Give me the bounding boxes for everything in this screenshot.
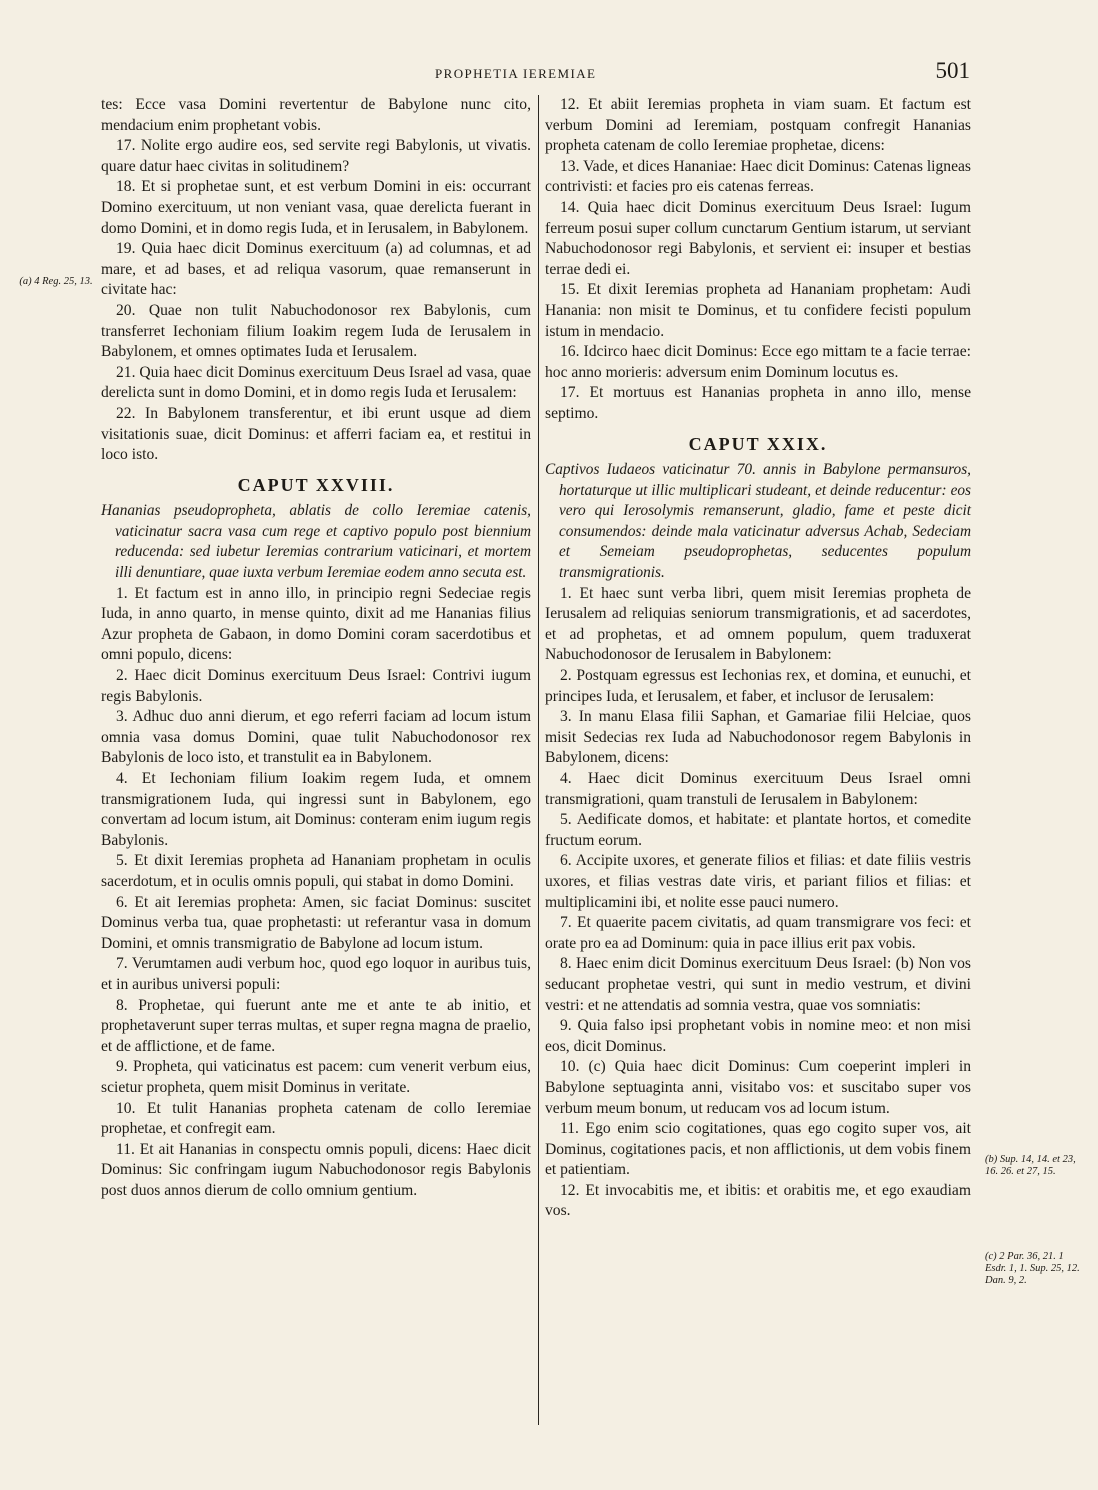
verse: 11. Ego enim scio cogitationes, quas ego cogito super vos, ait Dominus, cogitationes pacis, et non afflictionis, ut dem vobis finem et patientiam. <box>545 1120 971 1179</box>
verse: 10. Et tulit Hananias propheta catenam de collo Ieremiae prophetae, et confregit eam. <box>101 1099 531 1138</box>
verse: 3. Adhuc duo anni dierum, et ego referri faciam ad locum istum omnia vasa domus Domini, quae tulit Nabuchodonosor rex Babylonis de loco isto, et transtulit ea in Babylonem. <box>101 708 531 767</box>
column-divider <box>538 95 539 1425</box>
verse: 11. Et ait Hananias in conspectu omnis populi, dicens: Haec dicit Dominus: Sic confringam iugum Nabuchodonosor regis Babylonis post duos annos dierum de collo omnium gentium. <box>101 1140 531 1199</box>
verse: 2. Postquam egressus est Iechonias rex, et domina, et eunuchi, et principes Iuda, et Ierusalem, et faber, et inclusor de Ierusalem: <box>545 667 971 705</box>
margin-note-a: (a) 4 Reg. 25, 13. <box>19 276 93 287</box>
chapter-summary: Captivos Iudaeos vaticinatur 70. annis in Babylone permansuros, hortaturque ut illic multiplicari studeant, et deinde reducentur: eos vero qui Ierosolymis remanserunt, gladio, fame et peste dicit consumendos: deinde mala vaticinatur adversus Achab, Sedeciam et Semeiam pseudoprophetas, seducentes populum transmigrationis. <box>545 461 971 582</box>
verse: 9. Propheta, qui vaticinatus est pacem: cum venerit verbum eius, scietur propheta, quem misit Dominus in veritate. <box>101 1058 531 1096</box>
verse: 12. Et invocabitis me, et ibitis: et orabitis me, et ego exaudiam vos. <box>545 1181 971 1220</box>
verse: 7. Verumtamen audi verbum hoc, quod ego loquor in auribus tuis, et in auribus universi populi: <box>101 955 531 993</box>
verse: 8. Haec enim dicit Dominus exercituum Deus Israel: (b) Non vos seducant prophetae vestri, qui sunt in medio vestrum, et divini vestri: et ne attendatis ad somnia vestra, quae vos somniatis: <box>545 955 971 1014</box>
running-head <box>110 58 978 88</box>
chapter-summary: Hananias pseudopropheta, ablatis de collo Ieremiae catenis, vaticinatur sacra vasa cum rege et captivo populo post biennium reducenda: sed iubetur Ieremias contrarium vaticinari, et mortem illi denuntiare, quae iuxta verbum Ieremiae eodem anno secuta est. <box>101 502 531 582</box>
verse: 8. Prophetae, qui fuerunt ante me et ante te ab initio, et prophetaverunt super terras multas, et super regna magna de praelio, et de afflictione, et de fame. <box>101 996 531 1055</box>
verse: 13. Vade, et dices Hananiae: Haec dicit Dominus: Catenas ligneas contrivisti: et facies pro eis catenas ferreas. <box>545 157 971 196</box>
verse: 20. Quae non tulit Nabuchodonosor rex Babylonis, cum transferret Iechoniam filium Ioakim regem Iuda de Ierusalem in Babylonem, et omnes optimates Iuda et Ierusalem. <box>101 301 531 361</box>
chapter-heading-28: CAPUT XXVIII. <box>237 474 395 495</box>
verse: 9. Quia falso ipsi prophetant vobis in nomine meo: et non misi eos, dicit Dominus. <box>545 1017 971 1055</box>
running-head-title: PROPHETIA IEREMIAE <box>435 66 597 81</box>
verse: 5. Aedificate domos, et habitate: et plantate hortos, et comedite fructum eorum. <box>545 811 971 849</box>
left-column <box>101 95 531 1201</box>
margin-note-b: (b) Sup. 14, 14. et 23, 16. 26. et 27, 15. <box>985 1154 1076 1177</box>
verse: 1. Et factum est in anno illo, in principio regni Sedeciae regis Iuda, in anno quarto, in mense quinto, dixit ad me Hananias filius Azur propheta de Gabaon, in domo Domini coram sacerdotibus et omni populo, dicens: <box>101 584 531 664</box>
verse: 15. Et dixit Ieremias propheta ad Hananiam prophetam: Audi Hanania: non misit te Dominus, et tu confidere fecisti populum istum in mendacio. <box>545 281 971 340</box>
verse: 4. Haec dicit Dominus exercituum Deus Israel omni transmigrationi, quam transtuli de Ierusalem in Babylonem: <box>545 770 971 808</box>
verse: 6. Accipite uxores, et generate filios et filias: et date filiis vestris uxores, et filias vestras date viris, et pariant filios et filias: et multiplicamini ibi, et nolite esse pauci numero. <box>545 852 971 911</box>
verse: 6. Et ait Ieremias propheta: Amen, sic faciat Dominus: suscitet Dominus verba tua, quae prophetasti: ut referantur vasa in domum Domini, et omnis transmigratio de Babylone ad locum istum. <box>101 893 531 952</box>
verse: 3. In manu Elasa filii Saphan, et Gamariae filii Helciae, quos misit Sedecias rex Iuda ad Nabuchodonosor regem Babylonis in Babylonem, dicens: <box>545 708 971 767</box>
verse: 7. Et quaerite pacem civitatis, ad quam transmigrare vos feci: et orate pro ea ad Dominum: quia in pace illius erit pax vobis. <box>545 914 971 952</box>
chapter-heading-29: CAPUT XXIX. <box>688 433 828 454</box>
right-column <box>545 95 971 1222</box>
margin-note-c: (c) 2 Par. 36, 21. 1 Esdr. 1, 1. Sup. 25, 12. Dan. 9, 2. <box>985 1251 1080 1286</box>
verse: 18. Et si prophetae sunt, et est verbum Domini in eis: occurrant Domino exercituum, ut non veniant vasa, quae derelicta fuerant in domo Domini, et in domo regis Iuda, et in Ierusalem, in Babylonem. <box>101 178 531 237</box>
text-paragraph: tes: Ecce vasa Domini revertentur de Babylone nunc cito, mendacium enim prophetant vobis. <box>101 96 531 134</box>
verse: 10. (c) Quia haec dicit Dominus: Cum coeperint impleri in Babylone septuaginta anni, visitabo vos: et suscitabo super vos verbum meum bonum, ut reducam vos ad locum istum. <box>545 1058 971 1117</box>
verse: 2. Haec dicit Dominus exercituum Deus Israel: Contrivi iugum regis Babylonis. <box>101 667 531 705</box>
verse: 22. In Babylonem transferentur, et ibi erunt usque ad diem visitationis suae, dicit Dominus: et afferri faciam ea, et restitui in loco isto. <box>101 404 531 464</box>
verse: 16. Idcirco haec dicit Dominus: Ecce ego mittam te a facie terrae: hoc anno morieris: adversum enim Dominum locutus es. <box>545 343 971 381</box>
verse: 4. Et Iechoniam filium Ioakim regem Iuda, et omnem transmigrationem Iuda, qui ingressi sunt in Babylonem, ego convertam ad locum istum, ait Dominus: conteram enim iugum regis Babylonis. <box>101 770 531 849</box>
verse: 17. Et mortuus est Hananias propheta in anno illo, mense septimo. <box>545 384 971 422</box>
verse: 21. Quia haec dicit Dominus exercituum Deus Israel ad vasa, quae derelicta sunt in domo Domini, et in domo regis Iuda et Ierusalem: <box>101 363 531 402</box>
verse: 19. Quia haec dicit Dominus exercituum (a) ad columnas, et ad mare, et ad bases, et ad reliqua vasorum, quae remanserunt in civitate hac: <box>101 240 531 299</box>
verse: 5. Et dixit Ieremias propheta ad Hananiam prophetam in oculis sacerdotum, et in oculis omnis populi, qui stabat in domo Domini. <box>101 852 531 890</box>
verse: 12. Et abiit Ieremias propheta in viam suam. Et factum est verbum Domini ad Ieremiam, postquam confregit Hananias propheta catenam de collo Ieremiae prophetae, dicens: <box>545 96 971 155</box>
page-number: 501 <box>935 58 970 83</box>
verse: 14. Quia haec dicit Dominus exercituum Deus Israel: Iugum ferreum posui super collum cunctarum Gentium istarum, ut serviant Nabuchodonosor regi Babylonis, et servient ei: insuper et bestias terrae dedi ei. <box>545 198 971 278</box>
verse: 1. Et haec sunt verba libri, quem misit Ieremias propheta de Ierusalem ad reliquias seniorum transmigrationis, et ad sacerdotes, et ad prophetas, et ad omnem populum, quem traduxerat Nabuchodonosor de Ierusalem in Babylonem: <box>545 584 971 664</box>
verse: 17. Nolite ergo audire eos, sed servite regi Babylonis, ut vivatis. quare datur haec civitas in solitudinem? <box>101 137 531 175</box>
